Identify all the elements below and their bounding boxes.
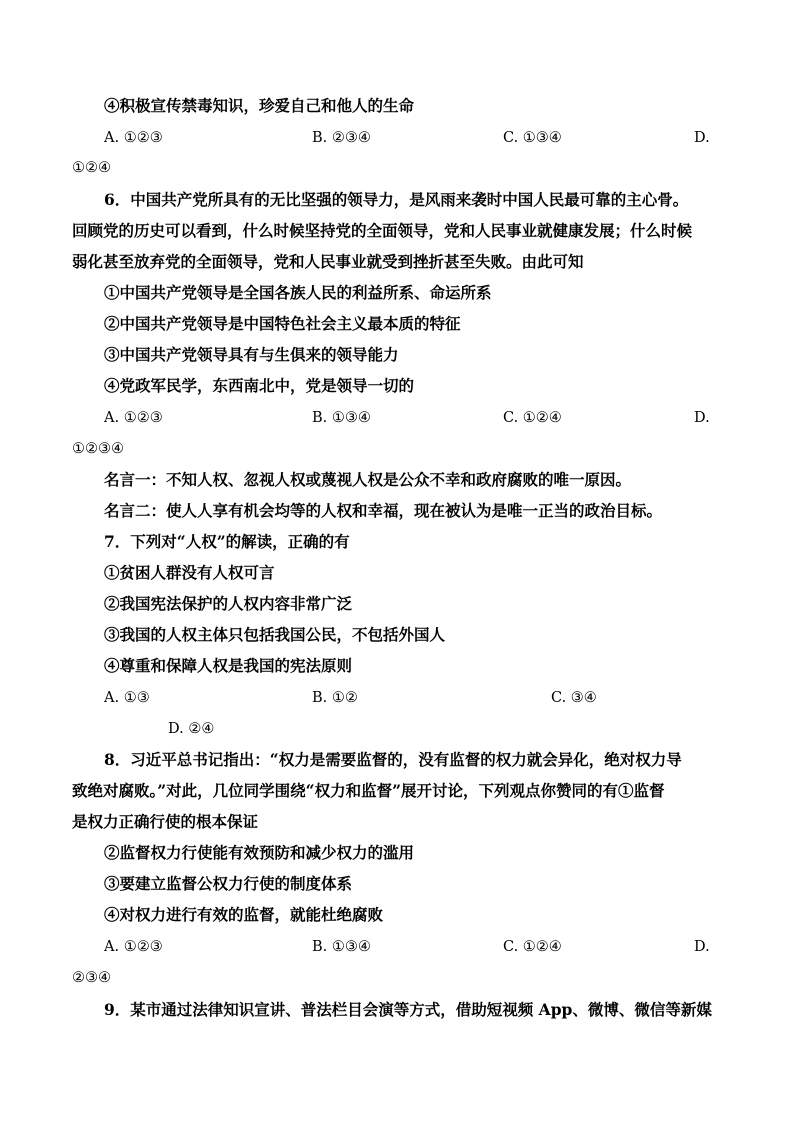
q7-item-3: ③我国的人权主体只包括我国公民，不包括外国人 [104,625,446,644]
q7-option-b: B. ①② [312,690,358,706]
q6-option-d: D. [694,410,710,426]
q5-option-d-wrap: ①②④ [72,160,111,176]
quote-1: 名言一：不知人权、忽视人权或蔑视人权是公众不幸和政府腐败的唯一原因。 [104,470,632,489]
q6-option-c: C. ①②④ [503,410,562,426]
q8-option-d: D. [694,939,710,955]
q5-option-b: B. ②③④ [312,130,371,146]
q8-stem-line-2: 致绝对腐败。”对此，几位同学围绕“权力和监督”展开讨论，下列观点你赞同的有①监督 [72,781,665,800]
q7-option-a: A. ①③ [104,690,150,706]
q6-option-d-wrap: ①②③④ [72,441,124,457]
q8-item-4: ④对权力进行有效的监督，就能杜绝腐败 [104,905,384,924]
q6-stem-line-1: 6．中国共产党所具有的无比坚强的领导力，是风雨来袭时中国人民最可靠的主心骨。 [104,190,689,209]
q6-item-1: ①中国共产党领导是全国各族人民的利益所系、命运所系 [104,283,492,302]
quote-2: 名言二：使人人享有机会均等的人权和幸福，现在被认为是唯一正当的政治目标。 [104,501,663,520]
q8-option-b: B. ①③④ [312,939,371,955]
q6-item-3: ③中国共产党领导具有与生俱来的领导能力 [104,345,399,364]
q7-option-c: C. ③④ [551,690,597,706]
q8-item-3: ③要建立监督公权力行使的制度体系 [104,874,353,893]
q6-stem-line-3: 弱化甚至放弃党的全面领导，党和人民事业就受到挫折甚至失败。由此可知 [72,252,584,271]
q8-option-c: C. ①②④ [503,939,562,955]
q8-option-d-wrap: ②③④ [72,970,111,986]
q5-option-d: D. [694,130,710,146]
q8-stem-line-1: 8．习近平总书记指出：“权力是需要监督的，没有监督的权力就会异化，绝对权力导 [104,750,682,769]
q8-option-a: A. ①②③ [104,939,163,955]
q6-option-b: B. ①③④ [312,410,371,426]
q9-stem-line-1: 9．某市通过法律知识宣讲、普法栏目会演等方式，借助短视频 App、微博、微信等新媒 [104,1000,712,1019]
q5-item-4: ④积极宣传禁毒知识，珍爱自己和他人的生命 [104,96,415,115]
q6-option-a: A. ①②③ [104,410,163,426]
q7-item-1: ①贫困人群没有人权可言 [104,563,275,582]
q5-option-c: C. ①③④ [503,130,562,146]
q7-stem: 7．下列对“人权”的解读，正确的有 [104,532,350,551]
q8-item-2: ②监督权力行使能有效预防和减少权力的滥用 [104,843,415,862]
q5-option-a: A. ①②③ [104,130,163,146]
q8-stem-line-3: 是权力正确行使的根本保证 [72,812,259,831]
q6-stem-line-2: 回顾党的历史可以看到，什么时候坚持党的全面领导，党和人民事业就健康发展；什么时候 [72,221,693,240]
q6-item-2: ②中国共产党领导是中国特色社会主义最本质的特征 [104,314,461,333]
q6-item-4: ④党政军民学，东西南北中，党是领导一切的 [104,376,415,395]
q7-item-4: ④尊重和保障人权是我国的宪法原则 [104,656,353,675]
q7-item-2: ②我国宪法保护的人权内容非常广泛 [104,594,353,613]
q7-option-d: D. ②④ [168,721,215,737]
